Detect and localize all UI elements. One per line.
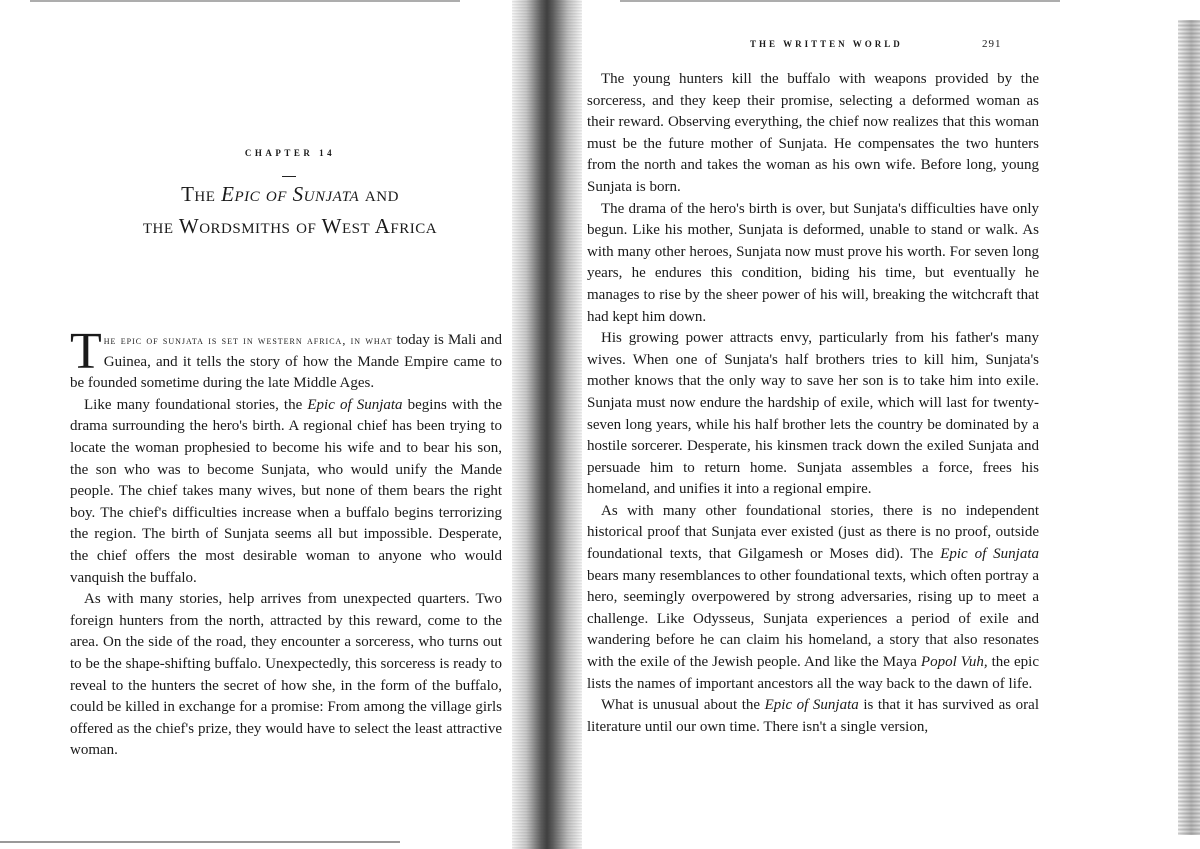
left-page <box>0 0 520 849</box>
left-body-text <box>70 323 502 762</box>
drop-cap: T <box>70 323 102 380</box>
right-page <box>582 0 1182 849</box>
chapter-label: CHAPTER 14 <box>244 148 336 158</box>
paragraph: His growing power attracts envy, particularly from his father's many wives. When one of Sunjata's half brothers tries to kill him, Sunjata's mother knows that the only way to save her son is to take him into exile. Sunjata must now endure the hardship of exile, which will last for twenty-seven long years, while his half brother lets the country be dominated by a hostile sorcerer. Desperate, his kinsmen track down the exiled Sunjata and persuade him to return home. Sunjata assembles a force, frees his homeland, and unifies it into a regional empire. <box>587 330 1039 498</box>
paragraph: What is unusual about the Epic of Sunjata is that it has survived as oral literature until our own time. There isn't a single version, <box>587 697 1039 735</box>
right-body-text <box>587 69 1039 738</box>
book-gutter-shadow <box>512 0 582 849</box>
paragraph: As with many other foundational stories, there is no independent historical proof that Sunjata ever existed (just as there is no proof, outside foundational texts, that Gilgamesh or Moses did). The Epic of Sunjata bears many resemblances to other foundational texts, which often portray a hero, seemingly overpowered by strong adversaries, rising up to meet a challenge. Like Odysseus, Sunjata experiences a period of exile and wandering before he can claim his homeland, a story that also resonates with the exile of the Jewish people. And like the Maya Popol Vuh, the epic lists the names of important ancestors all the way back to the dawn of life. <box>587 502 1039 692</box>
chapter-title-line-2: the Wordsmiths of West Africa <box>142 214 438 238</box>
chapter-title-line-1: The Epic of Sunjata and <box>181 182 399 206</box>
page-edge-shadow <box>1178 20 1200 835</box>
chapter-title <box>80 178 500 242</box>
chapter-divider <box>282 176 296 177</box>
paragraph: Like many foundational stories, the Epic of Sunjata begins with the drama surrounding the hero's birth. A regional chief has been trying to locate the woman prophesied to become his wife and to bear his son, the son who was to become Sunjata, who would unify the Mande people. The chief takes many wives, but none of them bears the right boy. The chief's difficulties increase when a buffalo begins terrorizing the region. The birth of Sunjata seems all but impossible. Desperate, the chief offers the most desirable woman to anyone who would vanquish the buffalo. <box>70 396 502 586</box>
paragraph: The young hunters kill the buffalo with weapons provided by the sorceress, and they keep their promise, selecting a deformed woman as their reward. Observing everything, the chief now realizes that this woman must be the future mother of Sunjata. He compensates the two hunters from the north and takes the woman as his own wife. Before long, young Sunjata is born. <box>587 71 1039 195</box>
page-number: 291 <box>982 38 1002 50</box>
running-head: THE WRITTEN WORLD <box>750 39 903 49</box>
paragraph: The drama of the hero's birth is over, but Sunjata's difficulties have only begun. Like his mother, Sunjata is deformed, unable to stand or walk. As with many other heroes, Sunjata now must prove his worth. For seven long years, he endures this condition, biding his time, but eventually he manages to rise by the sheer power of his will, breaking the witchcraft that had kept him down. <box>587 200 1039 325</box>
paragraph: The epic of sunjata is set in western africa, in what today is Mali and Guinea, and it tells the story of how the Mande Empire came to be founded sometime during the late Middle Ages. <box>70 323 502 392</box>
paragraph: As with many stories, help arrives from unexpected quarters. Two foreign hunters from the north, attracted by this reward, come to the area. On the side of the road, they encounter a sorceress, who turns out to be the shape-shifting buffalo. Unexpectedly, this sorceress is ready to reveal to the hunters the secret of how she, in the form of the buffalo, could be killed in exchange for a promise: From among the village girls offered as the chief's prize, they would have to select the least attractive woman. <box>70 591 502 759</box>
